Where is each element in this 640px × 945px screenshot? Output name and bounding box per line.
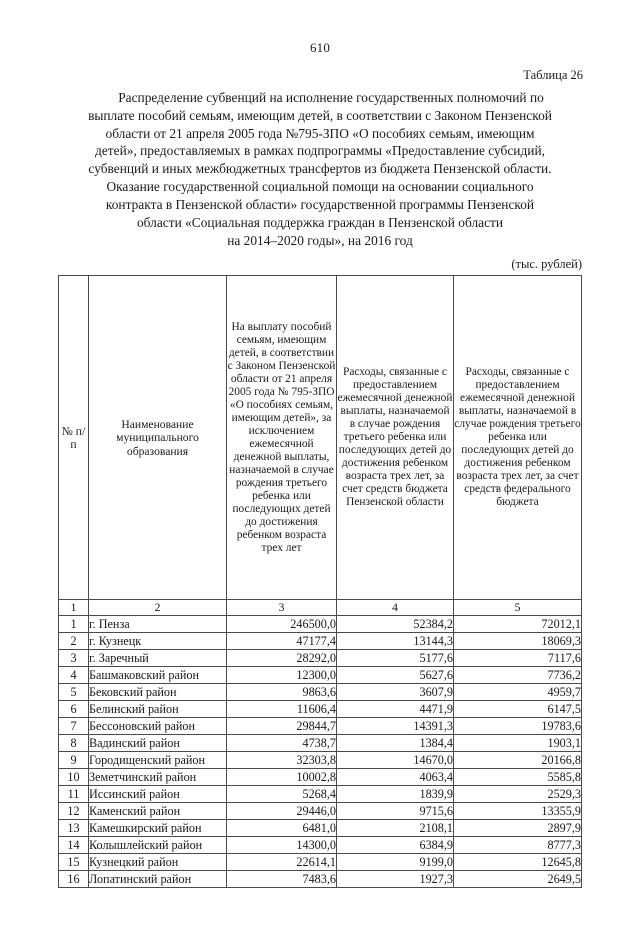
- page-number: 610: [309, 40, 331, 55]
- title-line: детей», предоставляемых в рамках подпрограммы «Предоставление субсидий,: [95, 143, 545, 159]
- row-value-regional: 5627,6: [337, 667, 454, 684]
- row-value-benefits: 5268,4: [227, 786, 337, 803]
- table-row: [59, 616, 582, 633]
- row-index: 9: [59, 752, 89, 769]
- row-value-regional: 9715,6: [337, 803, 454, 820]
- row-value-federal: 7736,2: [454, 667, 582, 684]
- row-value-regional: 6384,9: [337, 837, 454, 854]
- subventions-table: [58, 275, 582, 888]
- row-value-benefits: 28292,0: [227, 650, 337, 667]
- title-line: Распределение субвенций на исполнение государственных полномочий по: [118, 90, 544, 105]
- title-line: выплате пособий семьям, имеющим детей, в соответствии с Законом Пензенской: [88, 107, 552, 123]
- row-value-federal: 18069,3: [454, 633, 582, 650]
- row-index: 16: [59, 871, 89, 888]
- column-number: 5: [454, 600, 582, 616]
- table-row: [59, 769, 582, 786]
- row-value-regional: 3607,9: [337, 684, 454, 701]
- row-municipality: Городищенский район: [89, 752, 227, 769]
- row-municipality: Бековский район: [89, 684, 227, 701]
- row-value-regional: 1839,9: [337, 786, 454, 803]
- row-index: 11: [59, 786, 89, 803]
- table-row: [59, 684, 582, 701]
- row-value-federal: 1903,1: [454, 735, 582, 752]
- row-value-federal: 6147,5: [454, 701, 582, 718]
- column-header-regional-budget: Расходы, связанные с предоставлением ежемесячной денежной выплаты, назначаемой в случае рождения третьего ребенка или последующих детей до достижения ребенком возраста трех лет, за счет средств бюджета Пензенской области: [337, 276, 454, 600]
- row-value-regional: 52384,2: [337, 616, 454, 633]
- row-municipality: Кузнецкий район: [89, 854, 227, 871]
- title-line: Оказание государственной социальной помощи на основании социального: [106, 179, 534, 195]
- row-value-regional: 1384,4: [337, 735, 454, 752]
- title-line: на 2014–2020 годы», на 2016 год: [227, 232, 413, 248]
- row-municipality: Вадинский район: [89, 735, 227, 752]
- row-value-regional: 1927,3: [337, 871, 454, 888]
- table-row: [59, 871, 582, 888]
- row-municipality: г. Заречный: [89, 650, 227, 667]
- row-value-benefits: 29844,7: [227, 718, 337, 735]
- row-index: 4: [59, 667, 89, 684]
- row-value-benefits: 246500,0: [227, 616, 337, 633]
- table-row: [59, 735, 582, 752]
- table-header-row: [59, 276, 582, 600]
- row-value-federal: 7117,6: [454, 650, 582, 667]
- row-value-benefits: 22614,1: [227, 854, 337, 871]
- row-index: 12: [59, 803, 89, 820]
- row-value-federal: 12645,8: [454, 854, 582, 871]
- row-index: 6: [59, 701, 89, 718]
- row-value-benefits: 7483,6: [227, 871, 337, 888]
- table-label: Таблица 26: [523, 68, 583, 82]
- title-line: контракта в Пензенской области» государственной программы Пензенской: [105, 196, 535, 212]
- row-index: 15: [59, 854, 89, 871]
- row-index: 2: [59, 633, 89, 650]
- row-value-federal: 5585,8: [454, 769, 582, 786]
- table-row: [59, 667, 582, 684]
- table-row: [59, 854, 582, 871]
- table-row: [59, 718, 582, 735]
- row-municipality: Камешкирский район: [89, 820, 227, 837]
- row-municipality: Лопатинский район: [89, 871, 227, 888]
- table-body: [59, 616, 582, 888]
- row-index: 14: [59, 837, 89, 854]
- row-municipality: Иссинский район: [89, 786, 227, 803]
- column-header-benefits: На выплату пособий семьям, имеющим детей, в соответствии с Законом Пензенской области от 21 апреля 2005 года № 795-ЗПО «О пособиях семьям, имеющим детей», за исключением ежемесячной денежной выплаты, назначаемой в случае рождения третьего ребенка или последующих детей до достижения ребенком возраста трех лет: [227, 276, 337, 600]
- row-value-benefits: 9863,6: [227, 684, 337, 701]
- document-title: [58, 89, 582, 249]
- row-value-federal: 2529,3: [454, 786, 582, 803]
- row-municipality: г. Кузнецк: [89, 633, 227, 650]
- row-index: 8: [59, 735, 89, 752]
- table-row: [59, 650, 582, 667]
- title-line: области «Социальная поддержка граждан в Пензенской области: [136, 214, 504, 230]
- row-value-federal: 72012,1: [454, 616, 582, 633]
- row-value-federal: 4959,7: [454, 684, 582, 701]
- row-value-federal: 13355,9: [454, 803, 582, 820]
- table-row: [59, 786, 582, 803]
- table-row: [59, 752, 582, 769]
- row-index: 1: [59, 616, 89, 633]
- row-index: 7: [59, 718, 89, 735]
- row-value-regional: 14670,0: [337, 752, 454, 769]
- row-value-regional: 4063,4: [337, 769, 454, 786]
- row-value-federal: 2649,5: [454, 871, 582, 888]
- row-value-regional: 5177,6: [337, 650, 454, 667]
- row-value-benefits: 12300,0: [227, 667, 337, 684]
- column-header-municipality: Наименование муниципального образования: [89, 276, 227, 600]
- row-value-regional: 14391,3: [337, 718, 454, 735]
- row-municipality: г. Пенза: [89, 616, 227, 633]
- row-value-federal: 20166,8: [454, 752, 582, 769]
- row-value-benefits: 10002,8: [227, 769, 337, 786]
- row-municipality: Башмаковский район: [89, 667, 227, 684]
- table-row: [59, 837, 582, 854]
- row-value-federal: 19783,6: [454, 718, 582, 735]
- column-number: 4: [337, 600, 454, 616]
- table-column-number-row: [59, 600, 582, 616]
- row-municipality: Каменский район: [89, 803, 227, 820]
- row-value-regional: 13144,3: [337, 633, 454, 650]
- row-index: 10: [59, 769, 89, 786]
- table-row: [59, 803, 582, 820]
- row-value-regional: 9199,0: [337, 854, 454, 871]
- column-number: 1: [59, 600, 89, 616]
- column-header-federal-budget: Расходы, связанные с предоставлением ежемесячной денежной выплаты, назначаемой в случае рождения третьего ребенка или последующих детей до достижения ребенком возраста трех лет, за счет средств федерального бюджета: [454, 276, 582, 600]
- row-value-benefits: 32303,8: [227, 752, 337, 769]
- row-value-benefits: 6481,0: [227, 820, 337, 837]
- row-index: 3: [59, 650, 89, 667]
- row-index: 13: [59, 820, 89, 837]
- column-header-index: № п/п: [59, 276, 89, 600]
- row-value-benefits: 47177,4: [227, 633, 337, 650]
- document-page: [0, 40, 640, 945]
- column-number: 2: [89, 600, 227, 616]
- row-value-benefits: 4738,7: [227, 735, 337, 752]
- title-line: области от 21 апреля 2005 года №795-ЗПО «О пособиях семьям, имеющим: [105, 125, 535, 141]
- row-value-federal: 8777,3: [454, 837, 582, 854]
- row-municipality: Белинский район: [89, 701, 227, 718]
- table-row: [59, 633, 582, 650]
- row-value-federal: 2897,9: [454, 820, 582, 837]
- row-value-benefits: 14300,0: [227, 837, 337, 854]
- column-number: 3: [227, 600, 337, 616]
- row-municipality: Колышлейский район: [89, 837, 227, 854]
- title-line: субвенций и иных межбюджетных трансфертов из бюджета Пензенской области.: [88, 161, 552, 177]
- table-row: [59, 820, 582, 837]
- row-index: 5: [59, 684, 89, 701]
- row-value-regional: 2108,1: [337, 820, 454, 837]
- row-municipality: Земетчинский район: [89, 769, 227, 786]
- units-note: (тыс. рублей): [511, 257, 582, 272]
- row-municipality: Бессоновский район: [89, 718, 227, 735]
- row-value-benefits: 11606,4: [227, 701, 337, 718]
- table-row: [59, 701, 582, 718]
- row-value-regional: 4471,9: [337, 701, 454, 718]
- row-value-benefits: 29446,0: [227, 803, 337, 820]
